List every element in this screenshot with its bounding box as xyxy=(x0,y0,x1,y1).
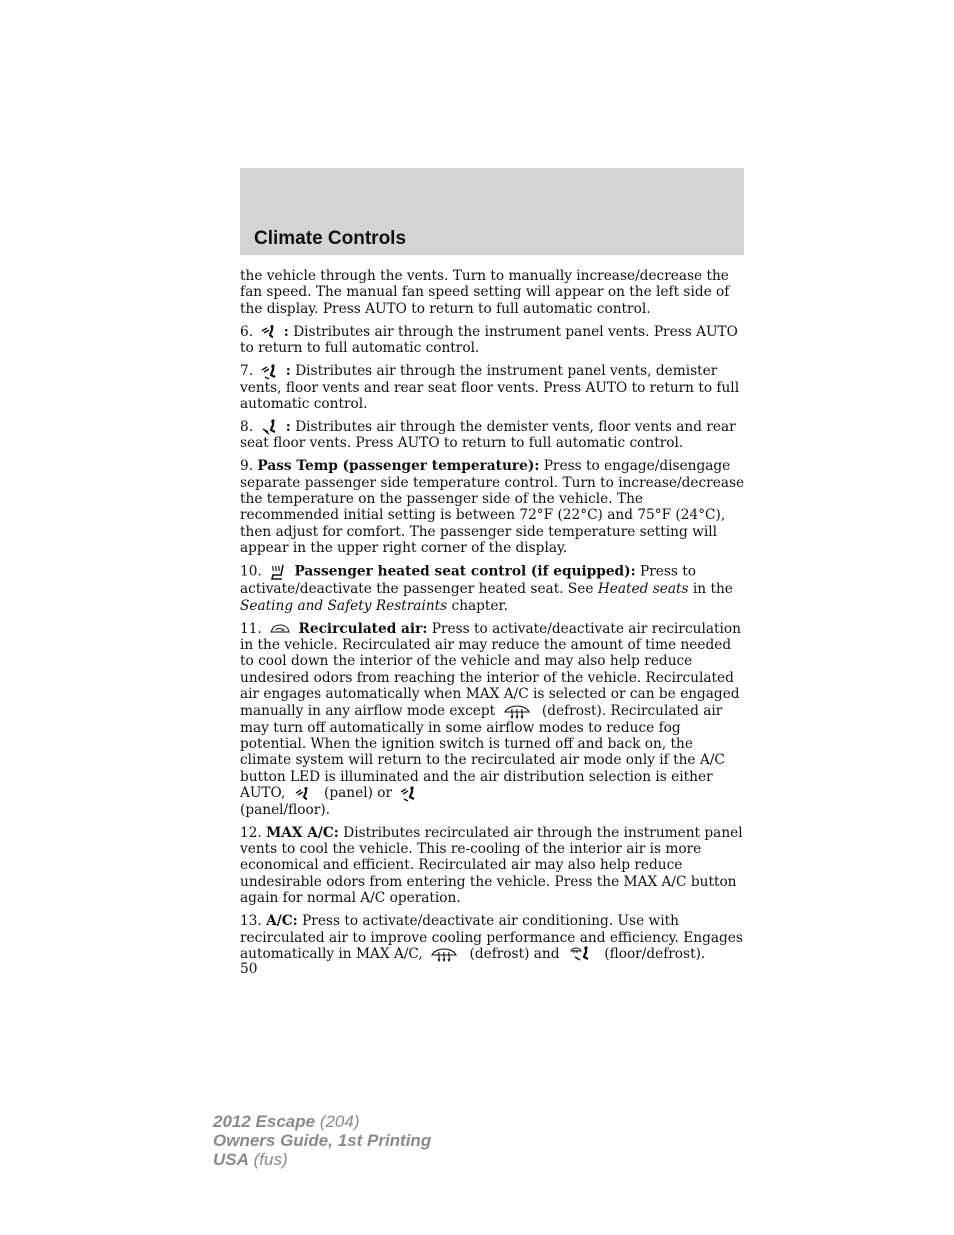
paragraph-11: 11. Recirculated air: Press to activate/deactivate air recirculation in the vehicle. Recirculated air may reduce the amount of time needed to cool down the interior of the vehicle and may also help reduce undesired odors from reaching the interior of the vehicle. Recirculated air engages automatically when MAX A/C is selected or can be engaged manually in any airflow mode except (defrost). Recirculated air may turn off automatically in some airflow modes to reduce fog potential. When the ignition switch is turned off and back on, the climate system will return to the recirculated air mode only if the A/C button LED is illuminated and the air distribution selection is either AUTO, (panel) or (panel/floor). xyxy=(240,620,741,818)
floor-defrost-icon xyxy=(260,419,278,435)
page-number: 50 xyxy=(240,961,258,977)
footer-line-1: 2012 Escape (204) xyxy=(213,1112,360,1131)
paragraph-6: 6. : Distributes air through the instrument panel vents. Press AUTO to return to full automatic control. xyxy=(240,323,738,357)
defrost-icon xyxy=(431,946,457,963)
page-title: Climate Controls xyxy=(254,228,407,249)
heated-seat-icon xyxy=(269,563,287,581)
body-text xyxy=(240,268,746,969)
footer-line-2: Owners Guide, 1st Printing xyxy=(213,1131,432,1150)
paragraph-8: 8. : Distributes air through the demister vents, floor vents and rear seat floor vents. Press AUTO to return to full automatic control. xyxy=(240,418,736,452)
paragraph-9: 9. Pass Temp (passenger temperature): Press to engage/disengage separate passenger side temperature control. Turn to increase/decrease the temperature on the passenger side of the vehicle. The recommended initial setting is between 72°F (22°C) and 75°F (24°C), then adjust for comfort. The passenger side temperature setting will appear in the upper right corner of the display. xyxy=(240,458,745,557)
paragraph-10: 10. Passenger heated seat control (if equipped): Press to activate/deactivate the passenger heated seat. See Heated seats in the Seating and Safety Restraints chapter. xyxy=(240,563,733,614)
header-band xyxy=(240,168,744,255)
footer-line-3: USA (fus) xyxy=(213,1150,288,1169)
paragraph-continued: the vehicle through the vents. Turn to manually increase/decrease the fan speed. The manual fan speed setting will appear on the left side of the display. Press AUTO to return to full automatic control. xyxy=(240,268,730,317)
footer-imprint xyxy=(213,1112,431,1169)
paragraph-12: 12. MAX A/C: Distributes recirculated air through the instrument panel vents to cool the vehicle. This re-cooling of the interior air is more economical and efficient. Recirculated air may also help reduce undesirable odors from entering the vehicle. Press the MAX A/C button again for normal A/C operation. xyxy=(240,824,743,907)
paragraph-7: 7. : Distributes air through the instrument panel vents, demister vents, floor vents and rear seat floor vents. Press AUTO to return to full automatic control. xyxy=(240,363,740,412)
paragraph-13: 13. A/C: Press to activate/deactivate air conditioning. Use with recirculated air to improve cooling performance and efficiency. Engages automatically in MAX A/C, (defrost) and (floor/defrost). xyxy=(240,913,743,962)
panel-vent-icon xyxy=(260,325,276,339)
recirculate-icon xyxy=(269,623,291,635)
defrost-icon xyxy=(504,703,530,720)
panel-vent-icon xyxy=(294,787,310,801)
floor-defrost-icon xyxy=(570,946,590,963)
panel-floor-icon xyxy=(399,786,417,802)
panel-floor-icon xyxy=(260,364,278,380)
